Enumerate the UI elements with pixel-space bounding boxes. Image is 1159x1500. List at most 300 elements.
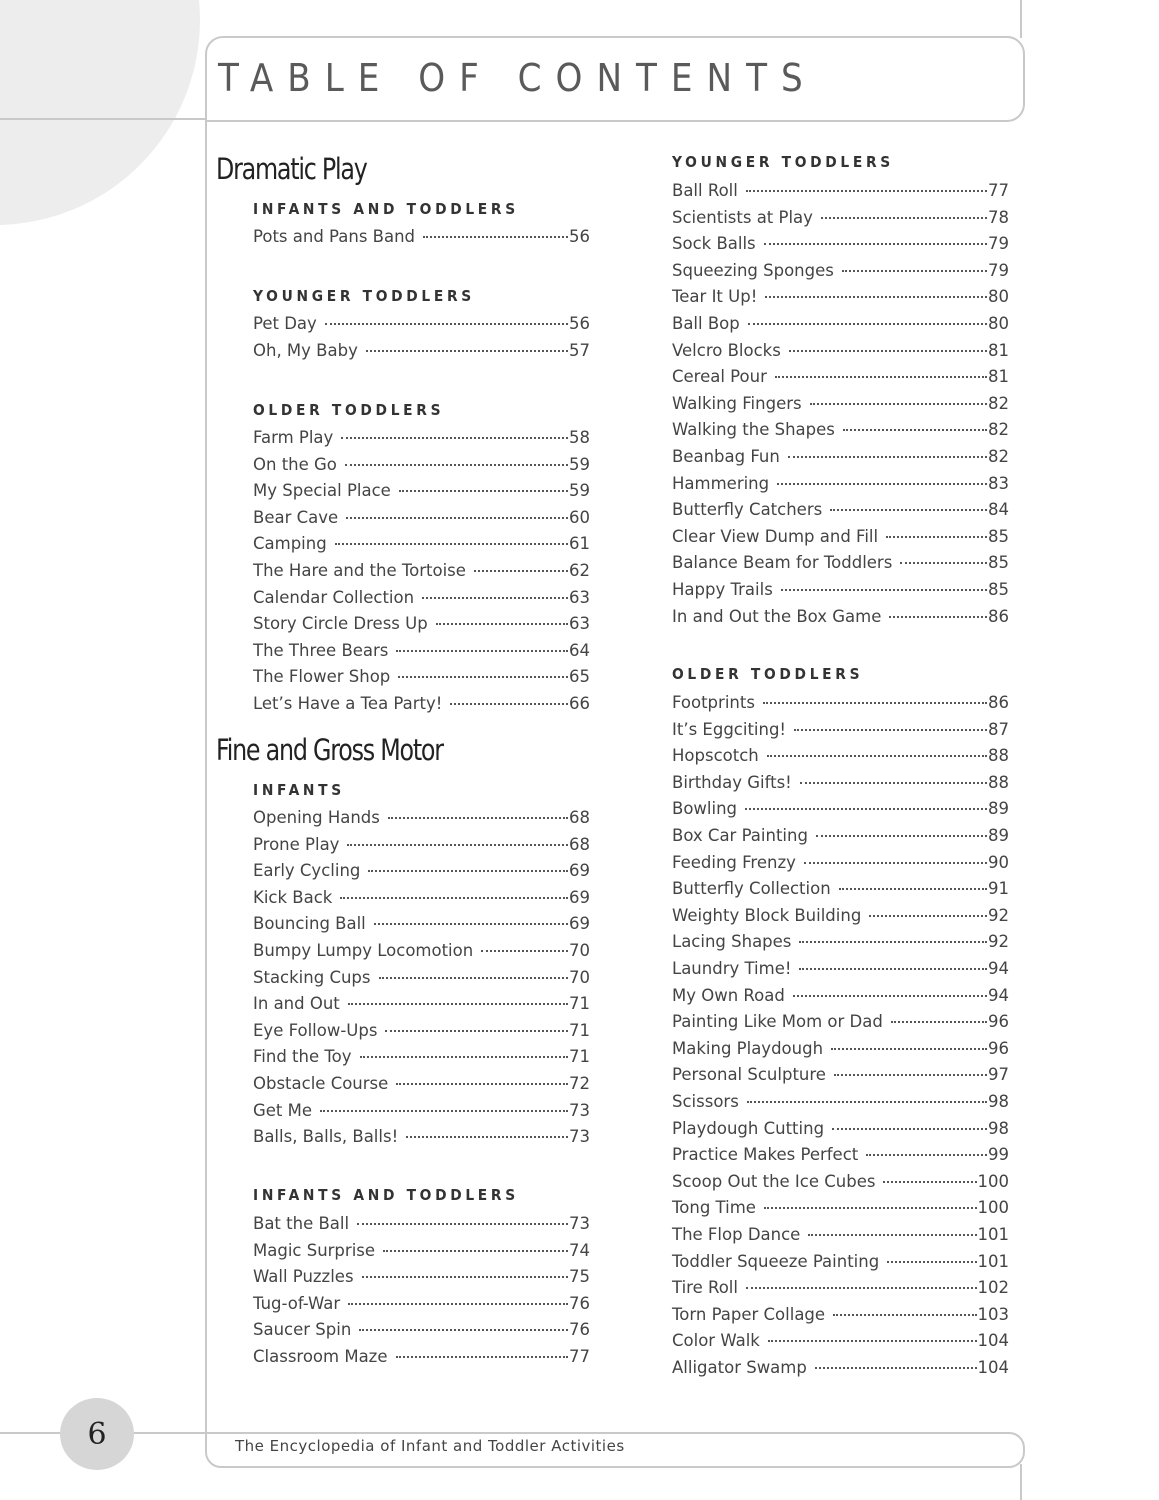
toc-entry [253, 1294, 590, 1316]
entry-title: Tear It Up! [672, 287, 758, 307]
entry-page-number: 101 [977, 1251, 1009, 1271]
dot-leader [788, 456, 987, 458]
dot-leader [777, 483, 987, 485]
entry-page-number: 101 [977, 1225, 1009, 1244]
entry-page-number: 76 [569, 1320, 590, 1340]
dot-leader [359, 1329, 568, 1331]
dot-leader [362, 1276, 568, 1278]
entry-title: Magic Surprise [253, 1240, 376, 1260]
entry-page-number: 64 [569, 640, 590, 660]
entry-title: Birthday Gifts! [672, 772, 792, 792]
dot-leader [800, 782, 987, 784]
dot-leader [379, 977, 569, 979]
divider [1020, 1464, 1022, 1500]
entry-title: Eye Follow-Ups [253, 1020, 378, 1040]
entry-title: The Flop Dance [672, 1225, 801, 1244]
section-title: Dramatic Play [216, 152, 367, 186]
entry-title: Scientists at Play [672, 207, 813, 227]
entry-page-number: 73 [569, 1100, 590, 1120]
entry-page-number: 90 [988, 852, 1009, 872]
entry-title: Saucer Spin [253, 1320, 352, 1340]
dot-leader [765, 296, 987, 298]
toc-entry [253, 1101, 590, 1123]
entry-title: Velcro Blocks [672, 340, 781, 360]
toc-entry [672, 1252, 1009, 1274]
toc-entry [253, 914, 590, 936]
dot-leader [474, 570, 568, 572]
entry-title: In and Out [253, 994, 340, 1014]
toc-entry [253, 941, 590, 963]
dot-leader [746, 190, 987, 192]
toc-entry [253, 428, 590, 450]
entry-title: The Hare and the Tortoise [253, 561, 466, 580]
dot-leader [406, 1136, 568, 1138]
entry-page-number: 56 [569, 314, 590, 333]
entry-page-number: 74 [569, 1240, 590, 1260]
entry-page-number: 104 [977, 1331, 1009, 1351]
dot-leader [341, 437, 568, 439]
toc-entry [672, 906, 1009, 928]
entry-title: Pots and Pans Band [253, 227, 416, 246]
entry-title: Camping [253, 534, 327, 554]
entry-title: Tire Roll [672, 1278, 738, 1298]
entry-title: My Special Place [253, 481, 391, 501]
toc-entry [672, 1172, 1009, 1194]
entry-title: Cereal Pour [672, 367, 767, 387]
dot-leader [808, 1234, 976, 1236]
subsection-heading: OLDER TODDLERS [672, 665, 864, 683]
toc-entry [253, 1127, 590, 1149]
entry-title: Torn Paper Collage [672, 1304, 826, 1324]
entry-title: Butterfly Collection [672, 879, 831, 899]
dot-leader [883, 1181, 976, 1183]
toc-entry [672, 1331, 1009, 1353]
entry-title: Laundry Time! [672, 959, 792, 978]
dot-leader [839, 888, 987, 890]
toc-entry [672, 500, 1009, 522]
dot-leader [340, 897, 568, 899]
toc-entry [672, 420, 1009, 442]
entry-title: Balance Beam for Toddlers [672, 553, 893, 573]
dot-leader [348, 1003, 568, 1005]
entry-page-number: 63 [569, 587, 590, 607]
entry-title: Bat the Ball [253, 1214, 350, 1233]
dot-leader [325, 323, 568, 325]
dot-leader [781, 589, 987, 591]
toc-entry [672, 1305, 1009, 1327]
toc-entry [672, 720, 1009, 742]
entry-page-number: 69 [569, 914, 590, 934]
toc-entry [253, 534, 590, 556]
dot-leader [763, 702, 987, 704]
entry-title: Walking Fingers [672, 393, 802, 413]
dot-leader [799, 968, 987, 970]
dot-leader [396, 650, 568, 652]
dot-leader [843, 429, 987, 431]
entry-title: Happy Trails [672, 580, 773, 599]
toc-entry [672, 181, 1009, 203]
entry-page-number: 100 [977, 1198, 1009, 1218]
toc-entry [672, 1012, 1009, 1034]
entry-page-number: 61 [569, 534, 590, 554]
entry-page-number: 63 [569, 614, 590, 634]
toc-entry [672, 1225, 1009, 1247]
entry-page-number: 102 [977, 1278, 1009, 1298]
toc-entry [672, 1065, 1009, 1087]
entry-page-number: 85 [988, 553, 1009, 573]
entry-page-number: 92 [988, 905, 1009, 925]
entry-title: Lacing Shapes [672, 932, 792, 952]
toc-entry [672, 447, 1009, 469]
dot-leader [830, 509, 987, 511]
dot-leader [886, 536, 987, 538]
entry-title: Tong Time [672, 1198, 756, 1218]
dot-leader [832, 1128, 987, 1130]
toc-entry [672, 1092, 1009, 1114]
entry-title: Hammering [672, 473, 770, 493]
entry-page-number: 68 [569, 834, 590, 854]
entry-page-number: 76 [569, 1293, 590, 1313]
entry-title: Classroom Maze [253, 1347, 388, 1366]
divider [1020, 0, 1022, 38]
entry-page-number: 82 [988, 447, 1009, 466]
toc-entry [672, 474, 1009, 496]
toc-entry [672, 1198, 1009, 1220]
entry-title: Clear View Dump and Fill [672, 526, 879, 546]
entry-title: The Flower Shop [253, 667, 391, 687]
page-number: 6 [60, 1398, 134, 1470]
dot-leader [481, 950, 568, 952]
entry-page-number: 73 [569, 1127, 590, 1147]
dot-leader [368, 870, 568, 872]
toc-entry [253, 227, 590, 249]
dot-leader [748, 323, 987, 325]
dot-leader [804, 862, 987, 864]
entry-page-number: 71 [569, 1047, 590, 1067]
entry-title: Squeezing Sponges [672, 260, 834, 280]
dot-leader [767, 755, 987, 757]
entry-title: Calendar Collection [253, 587, 415, 607]
toc-entry [672, 799, 1009, 821]
toc-entry [672, 607, 1009, 629]
toc-entry [672, 208, 1009, 230]
toc-entry [672, 314, 1009, 336]
entry-page-number: 86 [988, 606, 1009, 626]
entry-title: Bear Cave [253, 507, 339, 527]
entry-page-number: 68 [569, 808, 590, 827]
toc-entry [253, 641, 590, 663]
dot-leader [833, 1314, 976, 1316]
toc-entry [672, 367, 1009, 389]
toc-entry [253, 968, 590, 990]
divider [205, 118, 207, 1434]
entry-title: Obstacle Course [253, 1074, 389, 1093]
entry-title: Walking the Shapes [672, 420, 835, 440]
dot-leader [357, 1223, 568, 1225]
dot-leader [388, 817, 568, 819]
dot-leader [891, 1021, 987, 1023]
entry-title: Alligator Swamp [672, 1358, 807, 1377]
dot-leader [816, 835, 987, 837]
toc-entry [253, 994, 590, 1016]
subsection-heading: INFANTS AND TODDLERS [253, 200, 519, 218]
toc-entry [672, 1119, 1009, 1141]
entry-page-number: 87 [988, 719, 1009, 739]
toc-entry [253, 667, 590, 689]
entry-page-number: 104 [977, 1358, 1009, 1377]
entry-page-number: 96 [988, 1012, 1009, 1032]
dot-leader [887, 1261, 976, 1263]
dot-leader [799, 941, 987, 943]
dot-leader [366, 350, 568, 352]
entry-page-number: 86 [988, 693, 1009, 712]
toc-entry [672, 287, 1009, 309]
entry-title: Story Circle Dress Up [253, 614, 428, 634]
entry-page-number: 89 [988, 799, 1009, 819]
entry-page-number: 84 [988, 500, 1009, 520]
entry-title: Scoop Out the Ice Cubes [672, 1171, 876, 1191]
dot-leader [866, 1154, 987, 1156]
toc-entry [253, 314, 590, 336]
toc-entry [672, 693, 1009, 715]
entry-title: Footprints [672, 693, 755, 712]
toc-entry [672, 853, 1009, 875]
entry-page-number: 92 [988, 932, 1009, 952]
toc-entry [253, 835, 590, 857]
entry-page-number: 70 [569, 967, 590, 987]
subsection-heading: YOUNGER TODDLERS [253, 287, 475, 305]
toc-entry [253, 481, 590, 503]
dot-leader [396, 1356, 569, 1358]
toc-entry [253, 1241, 590, 1263]
dot-leader [320, 1110, 568, 1112]
toc-entry [672, 1145, 1009, 1167]
entry-title: Get Me [253, 1100, 313, 1120]
entry-page-number: 80 [988, 287, 1009, 307]
entry-title: Oh, My Baby [253, 340, 358, 360]
dot-leader [815, 1367, 977, 1369]
dot-leader [794, 729, 987, 731]
toc-entry [253, 561, 590, 583]
subsection-heading: INFANTS [253, 781, 345, 799]
entry-title: Personal Sculpture [672, 1065, 826, 1085]
entry-title: Scissors [672, 1092, 739, 1111]
entry-page-number: 79 [988, 260, 1009, 280]
dot-leader [335, 543, 568, 545]
entry-page-number: 85 [988, 580, 1009, 599]
toc-entry [672, 580, 1009, 602]
entry-title: Bowling [672, 799, 738, 819]
entry-title: Painting Like Mom or Dad [672, 1012, 883, 1032]
entry-page-number: 97 [988, 1065, 1009, 1085]
dot-leader [360, 1056, 568, 1058]
entry-title: Feeding Frenzy [672, 852, 796, 872]
entry-title: Weighty Block Building [672, 905, 862, 925]
dot-leader [889, 616, 987, 618]
entry-page-number: 78 [988, 207, 1009, 227]
entry-page-number: 82 [988, 420, 1009, 440]
toc-entry [253, 1074, 590, 1096]
entry-title: Playdough Cutting [672, 1118, 825, 1138]
entry-title: Box Car Painting [672, 826, 808, 845]
entry-page-number: 100 [977, 1171, 1009, 1191]
toc-entry [253, 1347, 590, 1369]
entry-page-number: 88 [988, 746, 1009, 766]
entry-page-number: 70 [569, 941, 590, 960]
subsection-heading: INFANTS AND TODDLERS [253, 1186, 519, 1204]
toc-entry [672, 959, 1009, 981]
toc-entry [672, 341, 1009, 363]
toc-entry [253, 455, 590, 477]
entry-page-number: 80 [988, 314, 1009, 333]
dot-leader [842, 270, 987, 272]
toc-entry [253, 614, 590, 636]
dot-leader [347, 844, 568, 846]
dot-leader [396, 1083, 568, 1085]
toc-entry [672, 986, 1009, 1008]
entry-page-number: 65 [569, 667, 590, 687]
entry-page-number: 77 [569, 1347, 590, 1366]
entry-title: Tug-of-War [253, 1293, 341, 1313]
entry-title: Toddler Squeeze Painting [672, 1251, 880, 1271]
dot-leader [746, 1287, 977, 1289]
subsection-heading: OLDER TODDLERS [253, 401, 445, 419]
entry-page-number: 81 [988, 367, 1009, 387]
entry-page-number: 60 [569, 507, 590, 527]
dot-leader [764, 243, 987, 245]
dot-leader [422, 597, 568, 599]
toc-entry [672, 826, 1009, 848]
dot-leader [834, 1074, 987, 1076]
subsection-heading: YOUNGER TODDLERS [672, 153, 894, 171]
section-title: Fine and Gross Motor [216, 733, 443, 767]
entry-page-number: 69 [569, 887, 590, 907]
entry-page-number: 98 [988, 1118, 1009, 1138]
entry-title: Making Playdough [672, 1038, 824, 1058]
entry-title: Stacking Cups [253, 967, 371, 987]
toc-entry [672, 553, 1009, 575]
entry-title: Find the Toy [253, 1047, 352, 1067]
entry-title: Kick Back [253, 887, 333, 907]
entry-page-number: 94 [988, 985, 1009, 1005]
dot-leader [345, 464, 568, 466]
entry-title: Prone Play [253, 834, 340, 854]
entry-title: Wall Puzzles [253, 1267, 354, 1287]
entry-page-number: 57 [569, 340, 590, 360]
toc-entry [672, 1278, 1009, 1300]
dot-leader [768, 1340, 977, 1342]
dot-leader [383, 1250, 568, 1252]
toc-entry [253, 1267, 590, 1289]
entry-title: It’s Eggciting! [672, 719, 787, 739]
entry-page-number: 88 [988, 772, 1009, 792]
entry-page-number: 73 [569, 1214, 590, 1233]
corner-decoration [0, 0, 200, 225]
toc-entry [253, 341, 590, 363]
dot-leader [831, 1048, 987, 1050]
toc-entry [253, 508, 590, 530]
entry-title: Pet Day [253, 314, 317, 333]
toc-entry [253, 588, 590, 610]
divider [0, 118, 207, 120]
page-title: TABLE OF CONTENTS [218, 56, 817, 100]
entry-page-number: 72 [569, 1074, 590, 1093]
toc-entry [253, 861, 590, 883]
dot-leader [346, 517, 568, 519]
toc-entry [672, 879, 1009, 901]
entry-title: My Own Road [672, 985, 785, 1005]
toc-entry [672, 773, 1009, 795]
dot-leader [869, 915, 987, 917]
entry-page-number: 85 [988, 526, 1009, 546]
entry-title: Ball Roll [672, 181, 738, 200]
dot-leader [821, 217, 987, 219]
dot-leader [747, 1101, 987, 1103]
toc-entry [672, 746, 1009, 768]
entry-page-number: 99 [988, 1145, 1009, 1165]
toc-entry [672, 234, 1009, 256]
entry-page-number: 71 [569, 1020, 590, 1040]
entry-title: Hopscotch [672, 746, 759, 766]
entry-page-number: 62 [569, 561, 590, 580]
toc-entry [253, 888, 590, 910]
entry-page-number: 77 [988, 181, 1009, 200]
toc-entry [253, 808, 590, 830]
entry-page-number: 59 [569, 481, 590, 501]
toc-entry [672, 1358, 1009, 1380]
entry-title: In and Out the Box Game [672, 606, 882, 626]
entry-title: Bouncing Ball [253, 914, 366, 934]
entry-page-number: 69 [569, 861, 590, 881]
entry-title: Opening Hands [253, 808, 380, 827]
dot-leader [398, 676, 568, 678]
toc-entry [253, 1320, 590, 1342]
entry-page-number: 75 [569, 1267, 590, 1287]
toc-entry [672, 527, 1009, 549]
dot-leader [775, 376, 987, 378]
dot-leader [810, 403, 987, 405]
dot-leader [793, 995, 987, 997]
entry-title: Beanbag Fun [672, 447, 780, 466]
entry-title: Sock Balls [672, 234, 756, 254]
entry-title: The Three Bears [253, 640, 389, 660]
toc-entry [253, 1021, 590, 1043]
entry-page-number: 82 [988, 393, 1009, 413]
toc-entry [672, 932, 1009, 954]
entry-title: Farm Play [253, 428, 334, 447]
entry-title: Early Cycling [253, 861, 361, 881]
entry-title: Practice Makes Perfect [672, 1145, 859, 1165]
entry-title: Let’s Have a Tea Party! [253, 694, 443, 713]
dot-leader [450, 703, 568, 705]
entry-page-number: 56 [569, 227, 590, 246]
toc-entry [253, 694, 590, 716]
entry-title: On the Go [253, 454, 337, 474]
entry-page-number: 96 [988, 1038, 1009, 1058]
dot-leader [399, 490, 568, 492]
dot-leader [348, 1303, 568, 1305]
toc-entry [672, 394, 1009, 416]
toc-entry [253, 1214, 590, 1236]
entry-title: Bumpy Lumpy Locomotion [253, 941, 474, 960]
entry-page-number: 66 [569, 694, 590, 713]
entry-page-number: 98 [988, 1092, 1009, 1111]
dot-leader [789, 350, 987, 352]
dot-leader [423, 236, 568, 238]
dot-leader [385, 1030, 568, 1032]
toc-entry [672, 261, 1009, 283]
dot-leader [764, 1207, 977, 1209]
